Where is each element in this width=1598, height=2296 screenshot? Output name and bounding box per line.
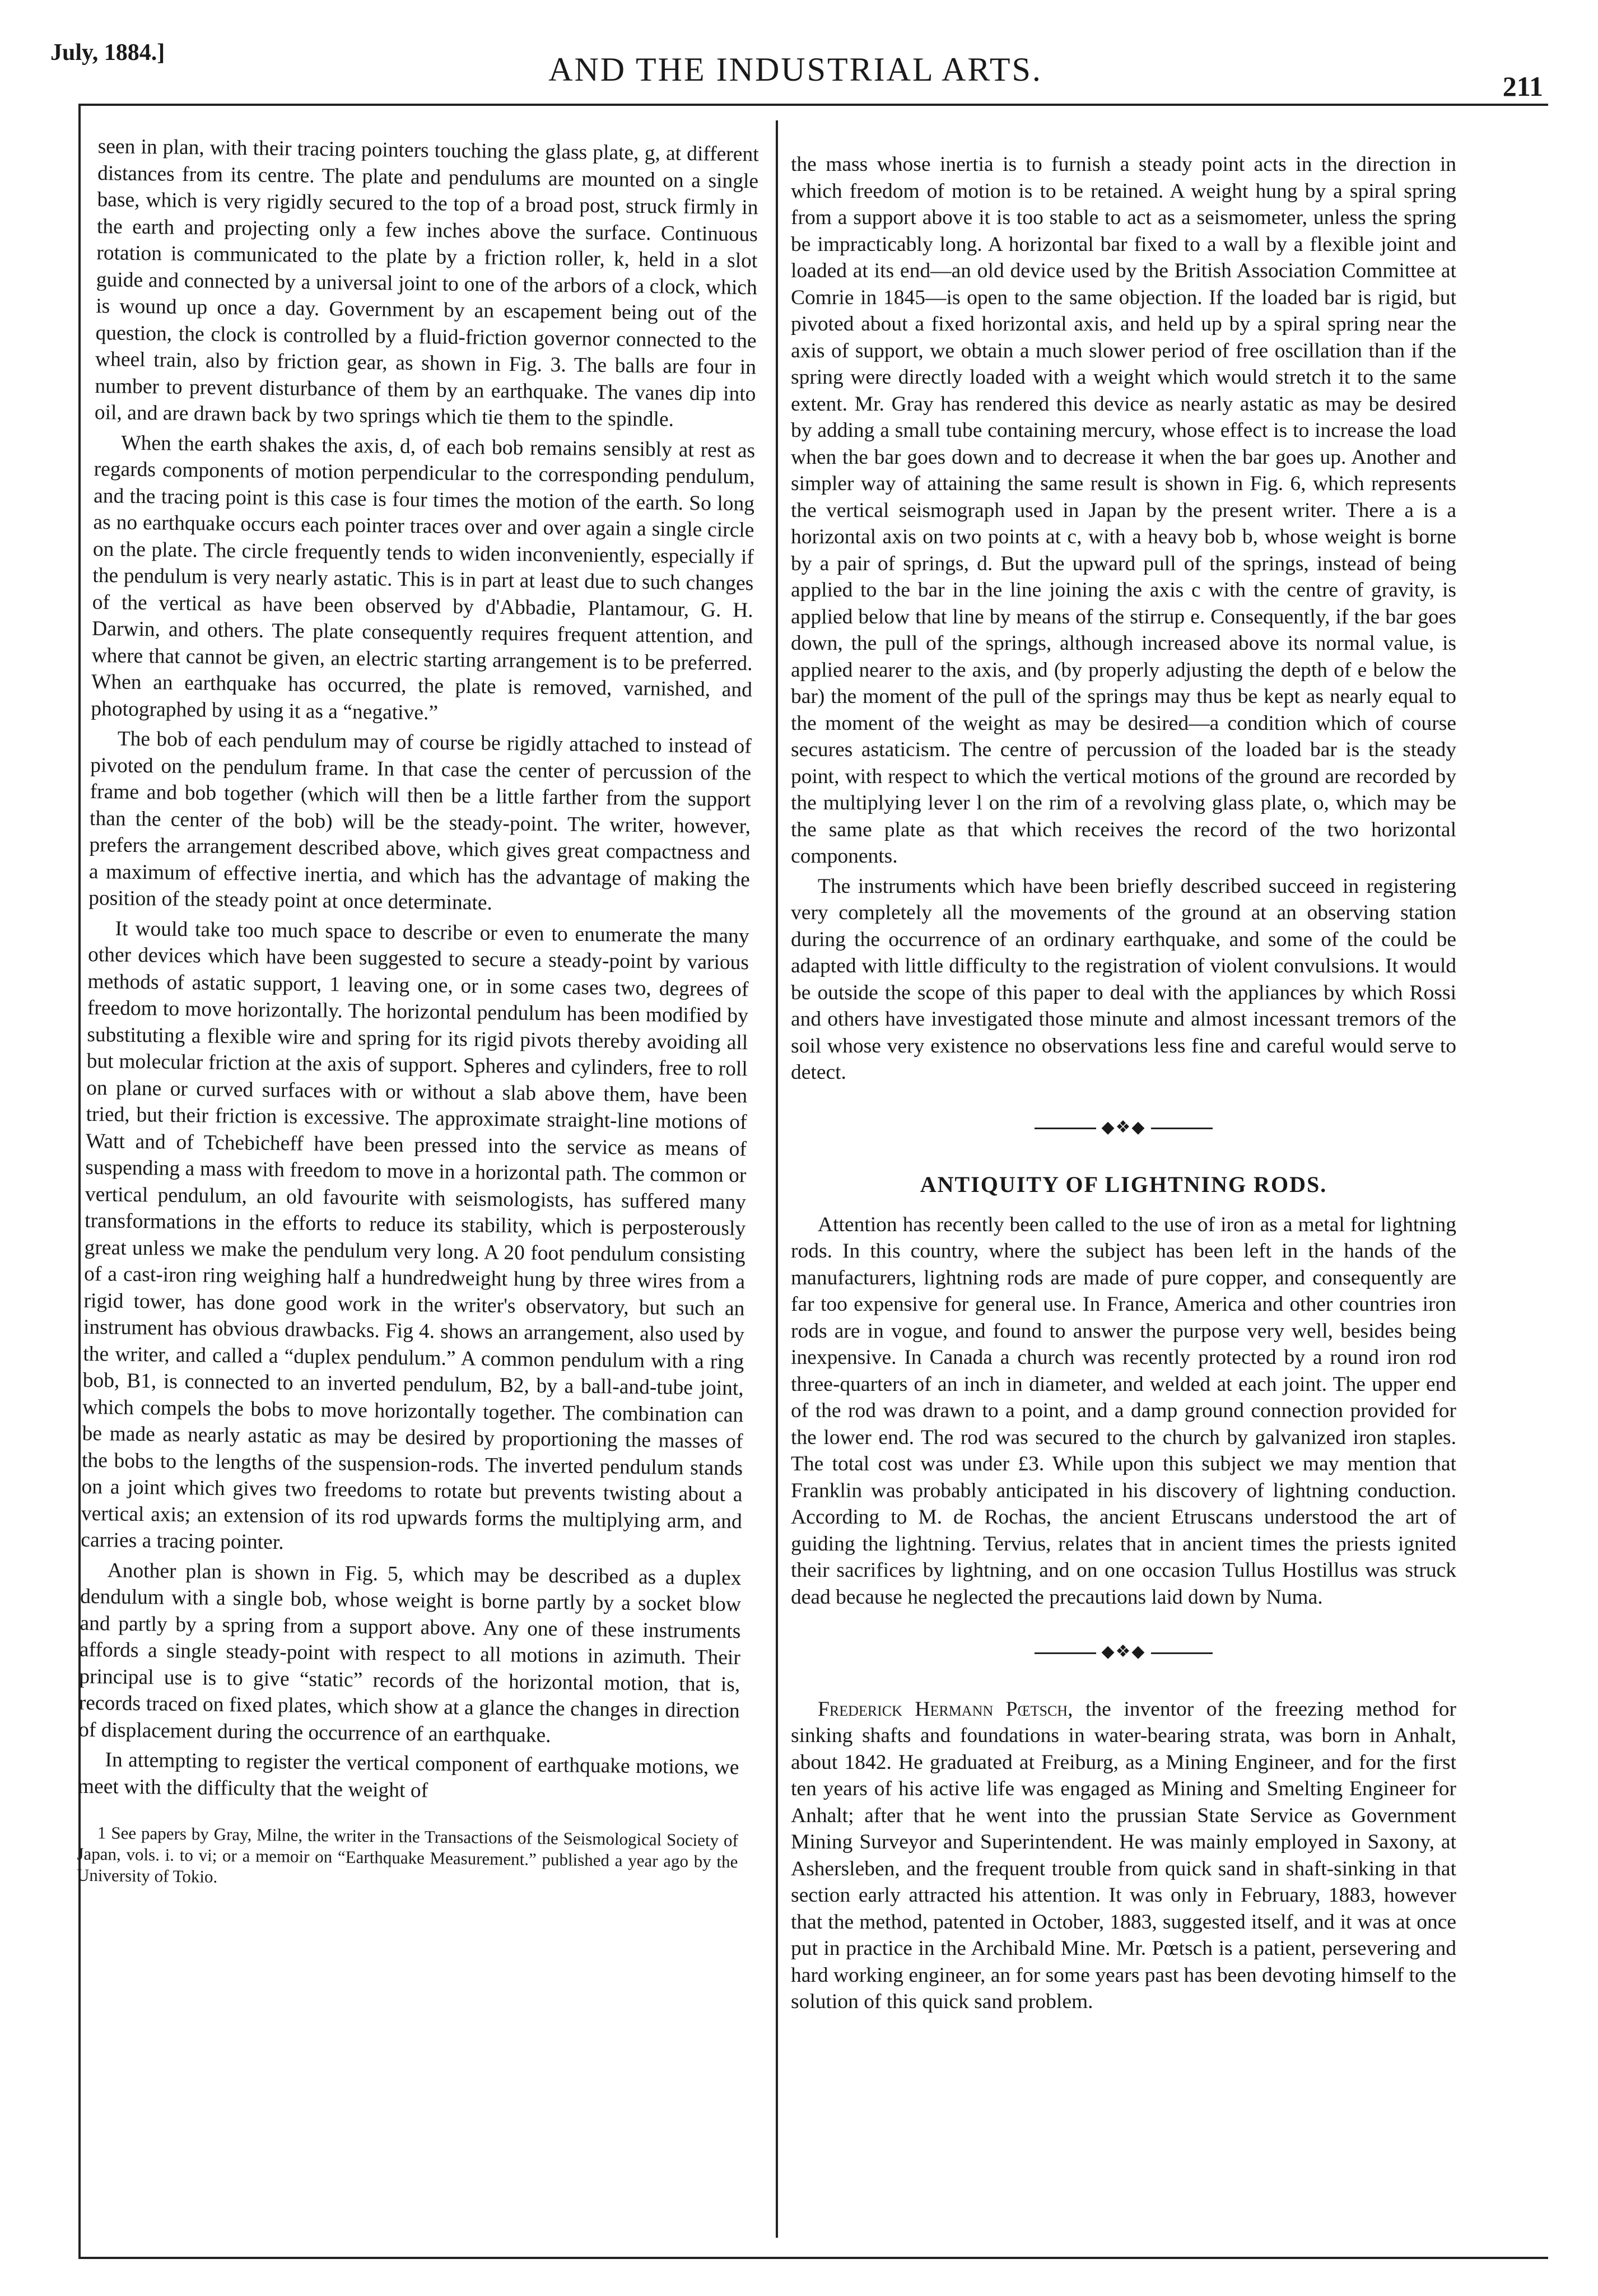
ornament-glyph: ◆❖◆ — [1101, 1117, 1146, 1137]
page-number: 211 — [1502, 71, 1543, 102]
ornament-glyph: ◆❖◆ — [1101, 1642, 1146, 1661]
section-ornament — [791, 1114, 1456, 1141]
left-paragraph: It would take too much space to describe or even to enumerate the many other devices which have been suggested to secure a steady-point by various methods of astatic support, 1 leaving one, or in some cases two, degrees of freedom to move horizontally. The horizontal pendulum has been modified by substituting a flexible wire and spring for its rigid pivots thereby avoiding all but molecular friction at the axis of support. Spheres and cylinders, free to roll on plane or curved surfaces with or without a slab above them, have been tried, but their friction is excessive. The approximate straight-line motions of Watt and of Tchebicheff have been pressed into the service as means of suspending a mass with freedom to move in a horizontal path. The common or vertical pendulum, an old favourite with seismologists, has suffered many transformations in the efforts to reduce its stability, which is perposterously great unless we make the pendulum very long. A 20 foot pendulum consisting of a cast-iron ring weighing half a hundredweight hung by three wires from a rigid tower, has done good work in the writer's observatory, but such an instrument has obvious drawbacks. Fig 4. shows an arrangement, also used by the writer, and called a “duplex pendulum.” A common pendulum with a ring bob, B1, is connected to an inverted pendulum, B2, by a ball-and-tube joint, which compels the bobs to move horizontally together. The combination can be made as nearly astatic as may be desired by proportioning the masses of the bobs to the lengths of the suspension-rods. The inverted pendulum stands on a joint which gives two freedoms to rotate but prevents twisting about a vertical axis; an extension of its rod upwards forms the multiplying arm, and carries a tracing pointer. — [81, 916, 749, 1554]
footnote-text: 1 See papers by Gray, Milne, the writer in the Transactions of the Seismological Society of Japan, vols. i. to vi; or a memoir on “Earthquake Measurement.” published a year ago by the University of Tokio. — [76, 1823, 739, 1887]
right-column — [791, 151, 1456, 2019]
page-header — [39, 22, 1552, 101]
obituary-name: Frederick Hermann Pœtsch, — [818, 1697, 1073, 1721]
right-paragraph: the mass whose inertia is to furnish a steady point acts in the direction in which freedom of motion is to be retained. A weight hung by a spiral spring from a support above it is too stable to act as a seismometer, unless the spring be impracticably long. A horizontal bar fixed to a wall by a flexible joint and loaded at its end—an old device used by the British Association Committee at Comrie in 1845—is open to the same objection. If the loaded bar is rigid, but pivoted about a fixed horizontal axis, and held up by a spiral spring near the axis of support, we obtain a much slower period of free oscillation than if the spring were directly loaded with a weight which would stretch it to the same extent. Mr. Gray has rendered this device as nearly astatic as may be desired by adding a small tube containing mercury, whose effect is to increase the load when the bar goes down and to decrease it when the bar goes up. Another and simpler way of attaining the same result is shown in Fig. 6, which represents the vertical seismograph used in Japan by the present writer. There a is a horizontal axis on two points at c, with a heavy bob b, whose weight is borne by a pair of springs, d. But the upward pull of the springs, instead of being applied to the bar in the line joining the axis c with the centre of gravity, is applied below that line by means of the stirrup e. Consequently, if the bar goes down, the pull of the springs, although increased above its normal value, is applied nearer to the axis, and (by properly adjusting the depth of e below the bar) the moment of the pull of the springs may thus be kept as nearly equal to the moment of the weight as may be desired—a condition which of course secures astaticism. The centre of percussion of the loaded bar is the steady point, with respect to which the vertical motions of the ground are recorded by the multiplying lever l on the rim of a revolving glass plate, o, which may be the same plate as that which receives the record of the two horizontal components. — [791, 153, 1456, 868]
left-paragraph: When the earth shakes the axis, d, of each bob remains sensibly at rest as regards components of motion perpendicular to the corresponding pendulum, and the tracing point is this case is four times the motion of the earth. So long as no earthquake occurs each pointer traces over and over again a single circle on the plate. The circle frequently tends to widen inconveniently, especially if the pendulum is very nearly astatic. This is in part at least due to such changes of the vertical as have been observed by d'Abbadie, Plantamour, G. H. Darwin, and others. The plate consequently requires frequent attention, and where that cannot be given, an electric starting arrangement is to be preferred. When an earthquake has occurred, the plate is removed, varnished, and photographed by using it as a “negative.” — [91, 431, 756, 724]
right-paragraph: The instruments which have been briefly described succeed in registering very completely all the movements of the ground at an observing station during the occurrence of an ordinary earthquake, and some of the could be adapted with little difficulty to the registration of violent convulsions. It would be outside the scope of this paper to deal with the appliances by which Rossi and others have investigated those minute and almost incessant tremors of the soil whose very existence no observations less fine and careful would serve to detect. — [791, 874, 1456, 1084]
left-paragraph: seen in plan, with their tracing pointers touching the glass plate, g, at different distances from its centre. The plate and pendulums are mounted on a single base, which is very rigidly secured to the top of a broad post, struck firmly in the earth and projecting only a few inches above the surface. Continuous rotation is communicated to the plate by a friction roller, k, held in a slot guide and connected by a universal joint to one of the arbors of a clock, which is wound up once a day. Government by an escapement being out of the question, the clock is controlled by a fluid-friction governor connected to the wheel train, also by friction gear, as shown in Fig. 3. The balls are four in number to prevent disturbance of them by an earthquake. The vanes dip into oil, and are drawn back by two springs which tie them to the spindle. — [94, 134, 759, 431]
section-title: ANTIQUITY OF LIGHTNING RODS. — [920, 1172, 1327, 1197]
header-date: July, 1884.] — [50, 40, 165, 66]
left-paragraph: In attempting to register the vertical component of earthquake motions, we meet with the difficulty that the weight of — [77, 1748, 739, 1802]
ornament-rule — [1035, 1128, 1096, 1129]
section-paragraph: Attention has recently been called to the use of iron as a metal for lightning rods. In this country, where the subject has been left in the hands of the manufacturers, lightning rods are made of pure copper, and consequently are far too expensive for general use. In France, America and other countries iron rods are in vogue, and found to answer the purpose very well, besides being inexpensive. In Canada a church was recently protected by a round iron rod three-quarters of an inch in diameter, and welded at each joint. The upper end of the rod was drawn to a point, and a damp ground connection provided for the lower end. The rod was secured to the church by galvanized iron staples. The total cost was under £3. While upon this subject we may mention that Franklin was probably anticipated in his discovery of lightning conduction. According to M. de Rochas, the ancient Etruscans understood the art of guiding the lightning. Tervius, relates that in ancient times the priests ignited their sacrifices by lightning, and on one occasion Tullus Hostillus was struck dead because he neglected the precautions laid down by Numa. — [791, 1213, 1456, 1609]
left-paragraph: The bob of each pendulum may of course be rigidly attached to instead of pivoted on the pendulum frame. In that case the center of percussion of the frame and bob together (which will then be a little farther from the support than the center of the bob) will be the steady-point. The writer, however, prefers the arrangement described above, which gives great compactness and a maximum of effective inertia, and which has the advantage of making the position of the steady point at once determinate. — [88, 727, 752, 915]
running-title: AND THE INDUSTRIAL ARTS. — [548, 51, 1042, 88]
obituary-text: the inventor of the freezing method for sinking shafts and foundations in water-bearing strata, was born in Anhalt, about 1842. He graduated at Freiburg, as a Mining Engineer, and for the first ten years of his active life was engaged as Mining and Smelting Engineer for Anhalt; after that he went into the prussian State Service as Government Mining Surveyor and Superintendent. He was mainly employed in Saxony, at Ashersleben, and the frequent trouble from quick sand in shaft-sinking in that section early attracted his attention. It was only in February, 1883, however that the method, patented in October, 1883, suggested itself, and it was at once put in practice in the Archibald Mine. Mr. Pœtsch is a patient, persevering and hard working engineer, an for some years past has been devoting himself to the solution of this quick sand problem. — [791, 1697, 1456, 2013]
left-paragraph: Another plan is shown in Fig. 5, which may be described as a duplex dendulum with a single bob, whose weight is borne partly by a socket blow and partly by a spring from a support above. Any one of these instruments affords a single steady-point with respect to all motions in azimuth. Their principal use is to give “static” records of the horizontal motion, that is, records traced on fixed plates, which show at a glance the changes in direction of displacement during the occurrence of an earthquake. — [78, 1558, 742, 1747]
column-divider — [776, 120, 778, 2238]
ornament-rule — [1151, 1128, 1213, 1129]
obituary-paragraph — [791, 1696, 1456, 2015]
left-column — [77, 133, 759, 1894]
ornament-rule — [1035, 1652, 1096, 1654]
section-ornament — [791, 1638, 1456, 1665]
footnote — [77, 1822, 738, 1894]
ornament-rule — [1151, 1652, 1213, 1654]
